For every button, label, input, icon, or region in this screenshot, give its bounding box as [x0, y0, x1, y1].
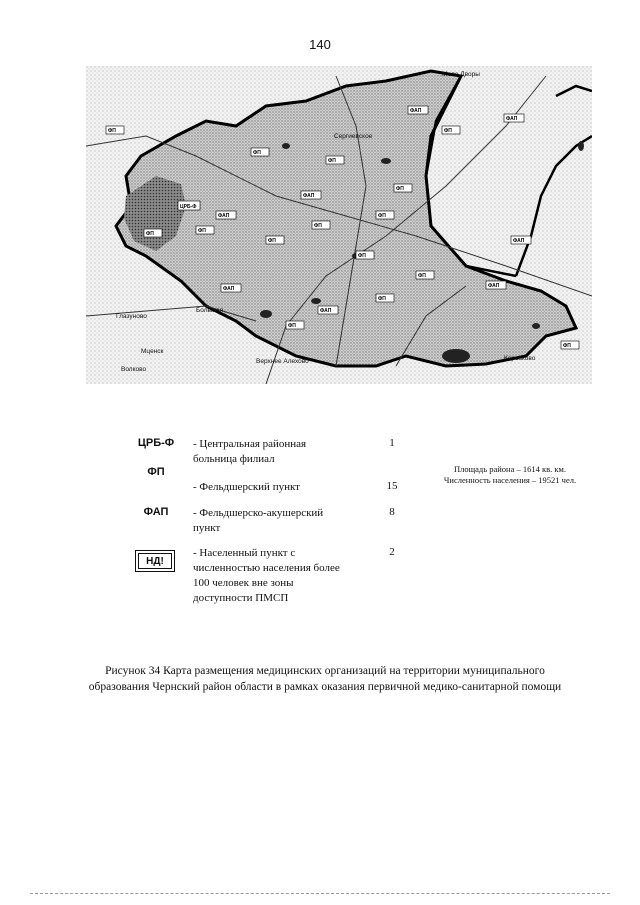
place-volkovo: Волково — [121, 366, 147, 373]
caption-line: Рисунок 34 Карта размещения медицинских организаций на территории муниципального — [105, 665, 545, 677]
facility-marker: ФП — [418, 273, 426, 279]
facility-marker: ФП — [253, 150, 261, 156]
legend-desc-line: доступности ПМСП — [193, 592, 289, 604]
district-stats — [430, 464, 590, 486]
page-number: 140 — [309, 37, 331, 52]
facility-marker: ФАП — [303, 193, 315, 199]
facility-marker: ФАП — [506, 116, 518, 122]
facility-marker: ФАП — [513, 238, 525, 244]
figure-caption — [60, 663, 590, 695]
facility-marker: ФП — [378, 296, 386, 302]
legend-abbr-nd: НД! — [138, 553, 172, 569]
place-molodye-dvory: Моло Дворы — [442, 71, 480, 78]
facility-marker: ФП — [444, 128, 452, 134]
legend-desc-line: 100 человек вне зоны — [193, 577, 294, 589]
legend-count-fap: 8 — [389, 506, 395, 518]
facility-marker: ФП — [563, 343, 571, 349]
legend-abbr-fp: ФП — [147, 466, 165, 478]
district-population: Численность населения – 19521 чел. — [443, 475, 577, 485]
place-glazunovo: Глазуново — [116, 313, 147, 320]
caption-line: образования Чернский район области в рамках оказания первичной медико-санитарной помощи — [88, 681, 562, 693]
legend-desc-crb — [193, 437, 363, 467]
legend-count-fp: 15 — [386, 480, 398, 492]
legend-count-nd: 2 — [389, 546, 395, 558]
facility-marker: ЦРБ-Ф — [180, 204, 197, 210]
legend-desc-line: - Населенный пункт с — [193, 547, 296, 559]
place-bolshaya: Большая — [196, 307, 224, 314]
legend-abbr-crb: ЦРБ-Ф — [137, 437, 175, 449]
legend-count-crb: 1 — [389, 437, 395, 449]
legend-desc-line: - Фельдшерский пункт — [193, 481, 300, 493]
facility-marker: ФП — [358, 253, 366, 259]
legend-desc-line: численностью населения более — [193, 562, 340, 574]
facility-marker: ФП — [268, 238, 276, 244]
legend-desc-fp — [193, 480, 363, 495]
bottom-divider — [30, 893, 610, 895]
district-map — [86, 66, 592, 384]
legend-desc-line: - Центральная районная — [193, 438, 307, 450]
legend-desc-line: больница филиал — [193, 453, 275, 465]
map-figure — [86, 66, 592, 384]
legend-nd-box — [135, 550, 175, 572]
legend-desc-line: пункт — [193, 522, 221, 534]
facility-marker: ФП — [198, 228, 206, 234]
place-korsakovo: Корсаково — [504, 355, 536, 362]
facility-marker: ФП — [396, 186, 404, 192]
place-sergievskoe: Сергиевское — [334, 133, 373, 140]
facility-marker: ФП — [378, 213, 386, 219]
facility-marker: ФП — [146, 231, 154, 237]
facility-marker: ФАП — [218, 213, 230, 219]
facility-marker: ФАП — [410, 108, 422, 114]
facility-marker: ФАП — [488, 283, 500, 289]
legend-desc-fap — [193, 506, 363, 536]
legend-desc-nd — [193, 546, 363, 606]
legend-desc-line: - Фельдшерско-акушерский — [193, 507, 324, 519]
facility-marker: ФП — [288, 323, 296, 329]
facility-marker: ФП — [108, 128, 116, 134]
facility-marker: ФП — [328, 158, 336, 164]
place-verkhnee-alekhovo: Верхнее Алехово — [256, 358, 309, 365]
facility-marker: ФАП — [320, 308, 332, 314]
district-area: Площадь района – 1614 кв. км. — [453, 464, 567, 474]
facility-marker: ФАП — [223, 286, 235, 292]
legend-abbr-fap: ФАП — [143, 506, 169, 518]
facility-marker: ФП — [314, 223, 322, 229]
place-mtsensk: Мценск — [141, 348, 164, 355]
